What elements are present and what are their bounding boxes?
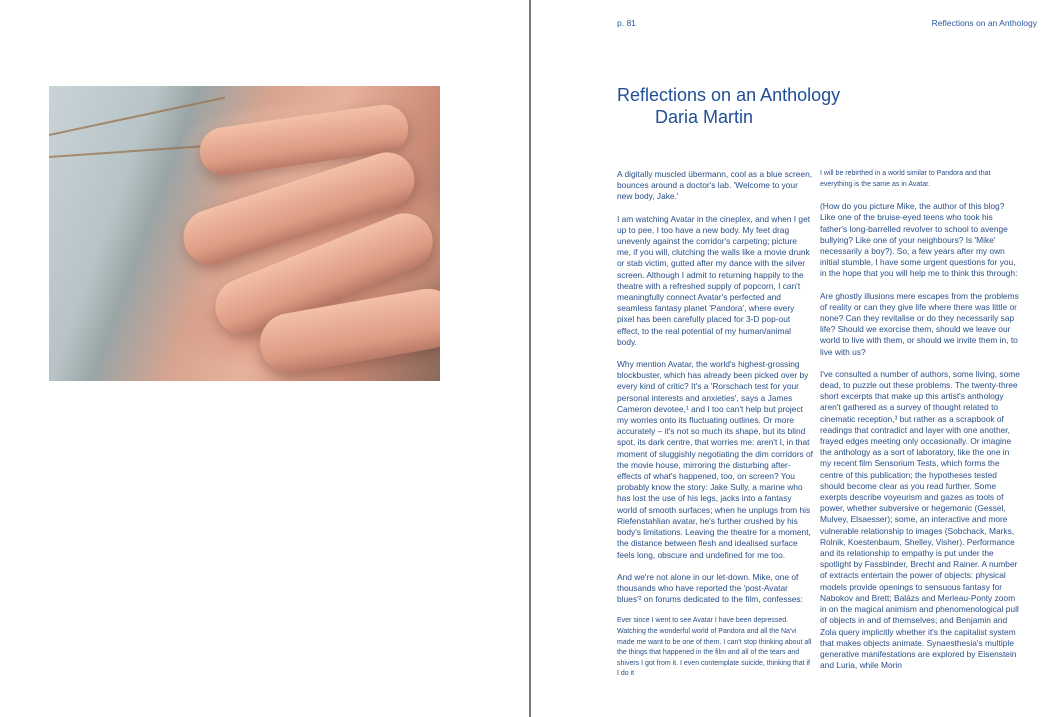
paragraph: A digitally muscled übermann, cool as a blue screen, bounces around a doctor's lab. 'Welcome to your new body, Jake.' xyxy=(617,169,813,202)
photo-hands-typing-icon xyxy=(49,86,440,381)
hair-strand xyxy=(49,97,225,136)
block-quote-continued: I will be rebirthed in a world similar to Pandora and that everything is the same as in Avatar. xyxy=(820,170,991,188)
article-author: Daria Martin xyxy=(655,107,754,127)
text-column-1 xyxy=(617,169,813,691)
hair-strand xyxy=(49,145,209,158)
paragraph: And we're not alone in our let-down. Mike, one of thousands who have reported the 'post-Avatar blues'² on forums dedicated to the film, confesses: xyxy=(617,571,803,605)
paragraph: Are ghostly illusions mere escapes from the problems of reality or can they give life where there was little or none? Can they revitalise or do they necessarily sap life? Should we exorcise them, should we leave our world to live with them, or should we invite them in, to live with us? xyxy=(820,290,1019,357)
paragraph: Why mention Avatar, the world's highest-grossing blockbuster, which has already been picked over by every kind of critic? It's a 'Rorschach test for your personal interests and anxieties', says a James Cameron devotee,¹ and I too can't help but project my worries onto its fluctuating outlines. Or more accurately – it's not so much its shape, but its blind spot, its dark centre, that worries me: aren't I, in that moment of sluggishly negotiating the dim corridors of the movie house, mirroring the disturbing after-effects of what's happened, too, on screen? You probably know the story: Jake Sully, a marine who has lost the use of his legs, jacks into a fantasy world of smooth surfaces; when he unplugs from his Riefenstahlian avatar, he's further crushed by his body's limitations. Leaving the theatre for a moment, the distance between flesh and idealised surface feels long, obscure and undefined for me too. xyxy=(617,359,813,560)
paragraph: I am watching Avatar in the cineplex, and when I get up to pee, I too have a new body. My feet drag unevenly against the corridor's carpeting; picture me, if you will, clutching the walls like a movie drunk or stab victim, gutted after my dance with the silver screen. Although I admit to returning happily to the theatre with a refreshed supply of popcorn, I can't meaningfully connect Avatar's perfected and seamless fantasy planet 'Pandora', where every pixel has been carefully placed for 3-D pop-out effect, to the real potential of my human/animal body. xyxy=(617,213,811,347)
page-number: p. 81 xyxy=(617,18,636,28)
running-title: Reflections on an Anthology xyxy=(931,18,1037,28)
text-column-2 xyxy=(820,169,1021,682)
block-quote: Ever since I went to see Avatar I have been depressed. Watching the wonderful world of Pandora and all the Na'vi made me want to be one of them. I can't stop thinking about all the things that happened in the film and all of the tears and shivers I got from it. I even contemplate suicide, thinking that if I do it xyxy=(617,617,812,678)
paragraph: I've consulted a number of authors, some living, some dead, to puzzle out these problems. The twenty-three short excerpts that make up this artist's anthology aren't gathered as a survey of thought related to cinematic reception,³ but rather as a scrapbook of readings that contradict and layer with one another, frayed edges meeting only occasionally. Or imagine the anthology as a sort of laboratory, like the one in my recent film Sensorium Tests, which forms the centre of this publication; the hypotheses tested should become clear as you read further. Some exerpts describe voyeurism and gazes as tools of power, whether subversive or hegemonic (Gessel, Mulvey, Elsaesser); some, an interactive and more vulnerable relationship to images (Sobchack, Marks, Rolnik, Koestenbaum, Shelley, Visher). Performance and its relationship to empathy is put under the spotlight by Fassbinder, Brecht and Rainer. A number of extracts entertain the power of objects: physical models provide openings to sensuous fantasy for Nabokov and Brett; Balázs and Merleau-Ponty zoom in on the magical animism and phenomenological pull of objects in and of themselves; and Benjamin and Zola query implicitly whether it's the capitalist system that makes objects animate. Synaesthesia's multiple generative manifestations are explored by Eisenstein and Luria, while Morin xyxy=(820,368,1020,671)
paragraph: (How do you picture Mike, the author of this blog? Like one of the bruise-eyed teens who took his father's long-barrelled revolver to school to avenge bullying? Like one of your neighbours? Is 'Mike' necessarily a boy?). So, a few years after my own initial stumble, I have some urgent questions for you, in the hope that you will help me to think this through: xyxy=(820,201,1018,279)
right-page xyxy=(531,0,1059,717)
left-page xyxy=(0,0,529,717)
article-title: Reflections on an Anthology xyxy=(617,85,841,105)
